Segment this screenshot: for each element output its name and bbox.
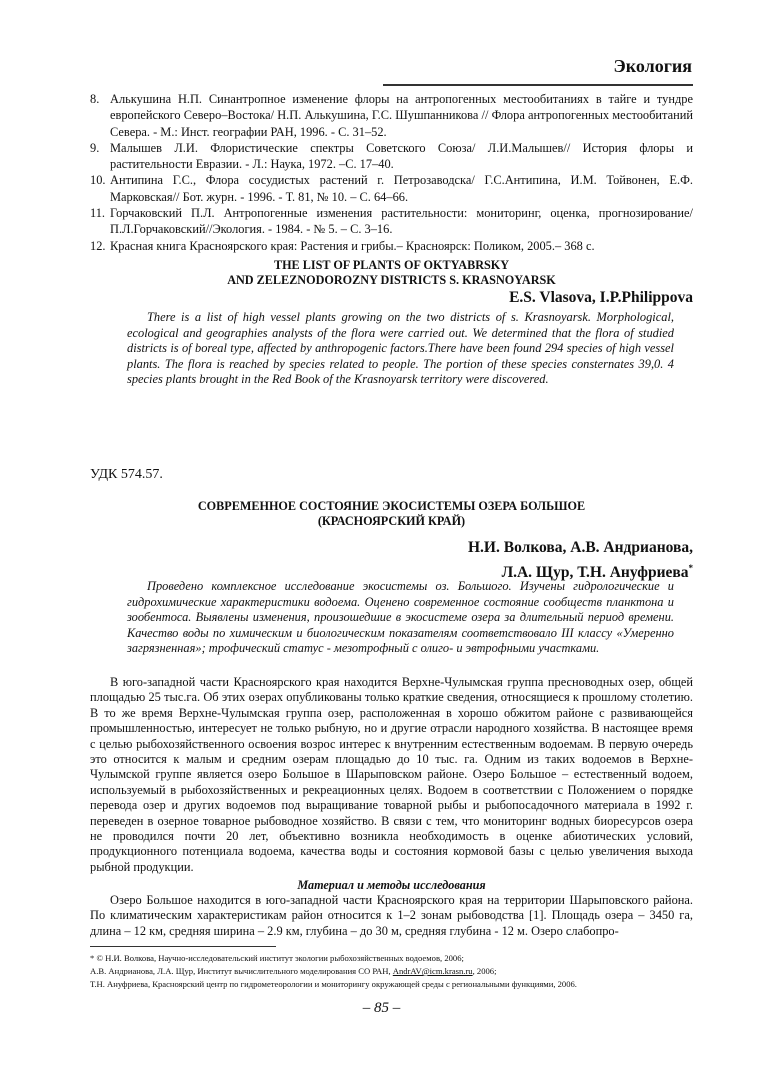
- methods-heading: Материал и методы исследования: [297, 878, 486, 892]
- english-authors: E.S. Vlasova, I.P.Philippova: [509, 289, 693, 306]
- footnote-text: , 2006;: [472, 966, 497, 976]
- reference-list: [90, 91, 693, 254]
- reference-text: Малышев Л.И. Флористические спектры Советского Союза/ Л.И.Малышев// История флоры и растительности Евразии. - Л.: Наука, 1972. –С. 17–40.: [110, 140, 693, 172]
- footnote-line: [90, 965, 693, 978]
- reference-text: Антипина Г.С., Флора сосудистых растений г. Петрозаводска/ Г.С.Антипина, И.М. Тойвонен, Е.Ф. Марковская// Бот. журн. - 1996. - Т. 81, № 10. – С. 64–66.: [110, 173, 693, 204]
- article-abstract: Проведено комплексное исследование экосистемы оз. Большого. Изучены гидрологические и гидрохимические характеристики водоема. Оценено современное состояние сообществ планктона и зообентоса. Выявлены изменения, произошедшие в экосистеме озера за длительный период времени. Качество воды по химическим и биологическим показателям соответствовало III классу «Умеренно загрязненная»; трофический статус - мезотрофный с олиго- и эвтрофными участками.: [127, 579, 674, 656]
- english-title-line: THE LIST OF PLANTS OF OKTYABRSKY: [273, 258, 510, 272]
- section-header: Экология: [613, 56, 692, 76]
- header-rule: [383, 84, 693, 86]
- footnotes: [90, 952, 693, 991]
- english-title-line: AND ZELEZNODOROZNY DISTRICTS S. KRASNOYARSK: [227, 273, 556, 287]
- article-title: [90, 499, 693, 529]
- reference-number: 10.: [90, 173, 106, 188]
- intro-paragraph: В юго-западной части Красноярского края находится Верхне-Чулымская группа пресноводных озер, общей площадью 25 тыс.га. Об этих озерах опубликованы только краткие сведения, относящиеся к прошлому столетию. В то же время Верхне-Чулымская группа озер, расположенная в хорошо обжитом районе с развивающейся промышленностью, интересует не только рыбную, но и другие отрасли народного хозяйства. В настоящее время с целью рыбохозяйственного освоения возрос интерес к внутренним естественным водоемам. В первую очередь это относится к малым и средним озерам площадью до 10 тыс. га. Одним из таких водоемов в Верхне-Чулымской группе является озеро Большое в Шарыповском районе. Озеро Большое – естественный водоем, используемый в рыбохозяйственных и рекреационных целях. Водоем в соответствии с Положением о порядке перевода озер и других водоемов под выращивание товарной рыбы и рыбопосадочного материала в 1992 г. переведен в озерное товарное рыбоводное хозяйство. В связи с тем, что мониторинг водных биоресурсов озера не проводился почти 20 лет, объективно возникла необходимость в оценке абиотических условий, продукционного потенциала водоема, качества воды и состояния кормовой базы с целью увеличения выхода рыбной продукции.: [90, 675, 693, 874]
- reference-number: 9.: [90, 140, 100, 155]
- page-number: – 85 –: [362, 1000, 401, 1016]
- reference-text: Красная книга Красноярского края: Растения и грибы.– Красноярск: Поликом, 2005.– 368 с.: [110, 238, 595, 253]
- english-abstract: There is a list of high vessel plants growing on the two districts of s. Krasnoyarsk. Morphological, ecological and geographies analysts of the flora were carried out. We determined that the flora of studied districts is of boreal type, affected by anthropogenic factors.There have been found 294 species of high vessel plants. The flora is reached by species related to people. The portion of these species consternates 39,0. 4 species plants brought in the Red Book of the Krasnoyarsk territory were discovered.: [127, 310, 674, 387]
- methods-paragraph: Озеро Большое находится в юго-западной части Красноярского края на территории Шарыповского района. По климатическим характеристикам район относится к 1–2 зонам рыбоводства [1]. Площадь озера – 3450 га, длина – 12 км, средняя ширина – 2.9 км, глубина – до 30 м, средняя глубина - 12 м. Озеро слабопро-: [90, 893, 693, 938]
- article-title-line: СОВРЕМЕННОЕ СОСТОЯНИЕ ЭКОСИСТЕМЫ ОЗЕРА БОЛЬШОЕ: [197, 499, 586, 513]
- authors-line: Н.И. Волкова, А.В. Андрианова,: [468, 539, 693, 556]
- udk-code: УДК 574.57.: [90, 467, 163, 482]
- reference-item: [90, 205, 693, 238]
- footnote-text: А.В. Андрианова, Л.А. Щур, Институт вычислительного моделирования СО РАН,: [90, 966, 393, 976]
- footnote-line: * © Н.И. Волкова, Научно-исследовательский институт экологии рыбохозяйственных водоемов, 2006;: [90, 953, 464, 963]
- article-title-line: (КРАСНОЯРСКИЙ КРАЙ): [317, 514, 466, 528]
- reference-item: [90, 140, 693, 173]
- reference-item: [90, 172, 693, 205]
- reference-number: 12.: [90, 238, 106, 253]
- reference-item: [90, 238, 693, 254]
- footnote-mark: *: [688, 563, 693, 573]
- reference-text: Горчаковский П.Л. Антропогенные изменения растительности: мониторинг, оценка, прогнозирование/ П.Л.Горчаковский//Экология. - 1984. - № 5. – С. 3–16.: [110, 206, 693, 237]
- reference-number: 8.: [90, 92, 100, 106]
- reference-item: [90, 91, 693, 140]
- reference-text: Алькушина Н.П. Синантропное изменение флоры на антропогенных местообитаниях в тайге и тундре европейского Северо–Востока/ Н.П. Алькушина, Г.С. Шушпанникова // Флора антропогенных местообитаний Севера. - М.: Инст. географии РАН, 1996. - С. 31–52.: [110, 92, 693, 139]
- footnote-rule: [90, 946, 276, 947]
- reference-number: 11.: [90, 206, 106, 221]
- footnote-line: Т.Н. Ануфриева, Красноярский центр по гидрометеорологии и мониторингу окружающей среды с региональными функциями, 2006.: [90, 979, 577, 989]
- article-authors: [90, 538, 693, 583]
- email-link[interactable]: AndrAV@icm.krasn.ru: [392, 966, 473, 976]
- english-title: [90, 258, 693, 288]
- authors-line: Л.А. Щур, Т.Н. Ануфриева: [501, 564, 689, 582]
